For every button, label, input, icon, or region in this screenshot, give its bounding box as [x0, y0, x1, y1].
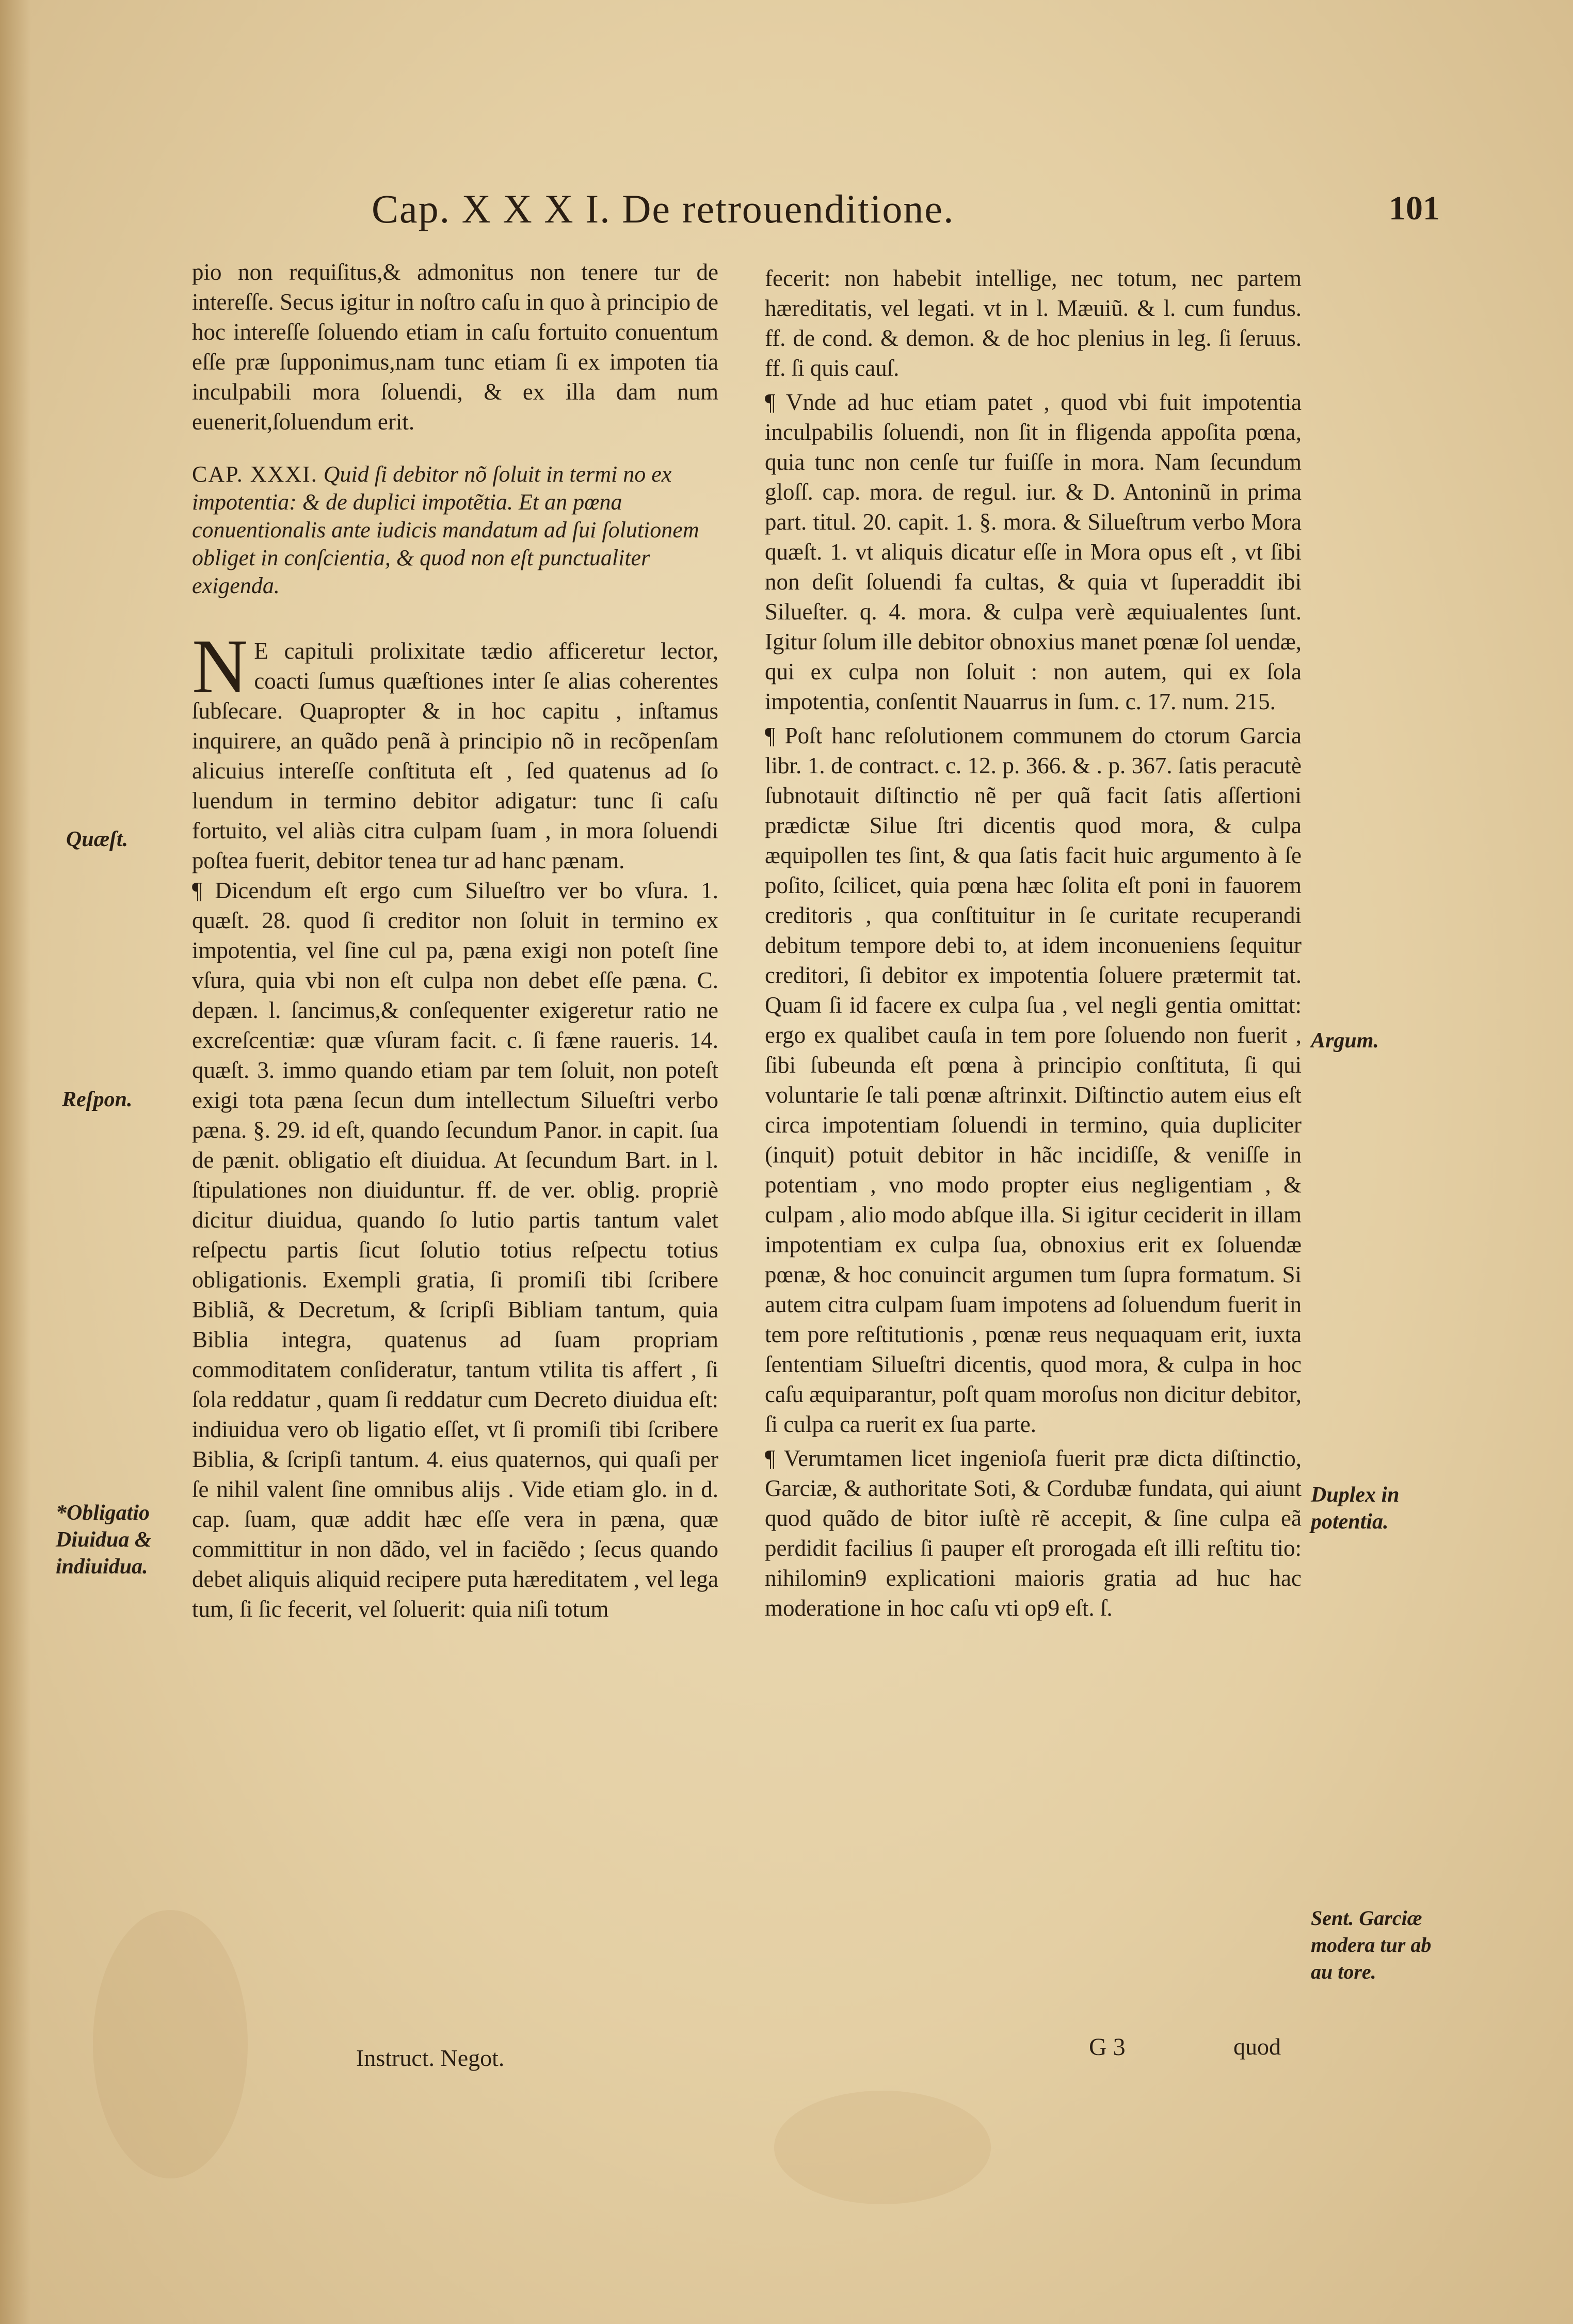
paragraph	[192, 624, 718, 876]
continuation-paragraph: pio non requiſitus,& admonitus non tenere tur de intereſſe. Secus igitur in noſtro caſu in quo à principio de hoc intereſſe ſoluendo etiam in caſu fortuito conuentum eſſe præ ſupponimus,nam tunc etiam ſi ex impoten tia inculpabili mora ſoluendi, & ex illa dam num euenerit,ſoluendum erit.	[192, 259, 718, 435]
margin-note-sent: Sent. Garciæ modera tur ab au tore.	[1311, 1906, 1432, 1983]
chapter-title: Cap. X X X I. De retrouenditione.	[372, 186, 955, 231]
margin-note-quaest: Quæſt.	[66, 827, 129, 851]
margin-note-duplex: Duplex in potentia.	[1311, 1483, 1400, 1534]
paper-stain	[93, 1910, 248, 2178]
chapter-heading	[192, 460, 718, 600]
paragraph-text: E capituli prolixitate tædio afficeretur lector, coacti ſumus quæſtiones inter ſe alias coherentes ſubſecare. Quapropter & in hoc capitu , inſtamus inquirere, an quãdo penã à principio nõ in recõpenſam alicuius intereſſe conſtituta eſt , ſed quatenus ad ſo luendum in termino debitor adigatur: tunc ſi caſu fortuito, vel aliàs citra culpam ſuam , in mora ſoluendi poſtea fuerit, debitor tenea tur ad hanc pænam.	[192, 638, 718, 873]
footer-catchword: Instruct. Negot.	[356, 2045, 505, 2071]
paragraph: ¶ Dicendum eſt ergo cum Silueſtro ver bo vſura. 1. quæſt. 28. quod ſi creditor non ſoluit in termino ex impotentia, vel ſine cul pa, pæna exigi non poteſt ſine vſura, quia vbi non eſt culpa non debet eſſe pæna. C. depæn. l. ſancimus,& conſequenter exigeretur ratio ne excreſcentiæ: quæ vſuram facit. c. ſi fæne raueris. 14. quæſt. 3. immo quando etiam par tem ſoluit, non poteſt exigi tota pæna ſecun dum intellectum Silueſtri verbo pæna. §. 29. id eſt, quando ſecundum Panor. in capit. ſua de pænit. obligatio eſt diuidua. At ſecundum Bart. in l. ſtipulationes non diuiduntur. ff. de ver. oblig. propriè dicitur diuidua, quando ſo lutio partis tantum valet reſpectu partis ſicut ſolutio totius reſpectu totius obligationis. Exempli gratia, ſi promiſi tibi ſcribere Bibliã, & Decretum, & ſcripſi Bibliam tantum, quia Biblia integra, quatenus ad ſuam propriam commoditatem conſideratur, tantum vtilita tis affert , ſi ſola reddatur , quam ſi reddatur cum Decreto diuidua eſt: indiuidua vero ob ligatio eſſet, vt ſi promiſi tibi ſcribere Biblia, & ſcripſi tantum. 4. eius quaternos, qui quaſi per ſe nihil valent ſine omnibus alijs . Vide etiam glo. in d. cap. ſuam, quæ addit hæc eſſe vera in pæna, quæ committitur in non dãdo, vel in faciẽdo ; ſecus quando debet aliquis aliquid recipere puta hæreditatem , vel lega tum, ſi ſic fecerit, vel ſoluerit: quia niſi totum	[192, 878, 718, 1622]
chapter-lead: CAP. XXXI.	[192, 461, 318, 487]
paper-stain	[774, 2091, 991, 2204]
running-head	[372, 186, 1440, 243]
paragraph: ¶ Poſt hanc reſolutionem communem do ctorum Garcia libr. 1. de contract. c. 12. p. 366. & . p. 367. ſatis peracutè ſubnotauit diſtinctio nẽ per quã facit ſatis aſſertioni prædictæ Silue ſtri dicentis quod mora, & culpa æquipollen tes ſint, & qua ſatis facit huic argumento à ſe poſito, ſcilicet, quia pœna hæc ſolita eſt poni in fauorem creditoris , qua conſtituitur in ſe curitate recuperandi debitum tempore debi to, at idem inconueniens ſequitur creditori, ſi debitor ex impotentia ſoluere prætermit tat. Quam ſi id facere ex culpa ſua , vel negli gentia omittat: ergo ex qualibet cauſa in tem pore ſoluendo non fuerit , ſibi ſubeunda eſt pœna à principio conſtituta, ſi qui voluntarie ſe tali pœnæ aſtrinxit. Diſtinctio autem eius eſt circa impotentiam ſoluendi in termino, quia dupliciter (inquit) potuit debitor in hãc incidiſſe, & veniſſe in potentiam , vno modo propter eius negligentiam , & culpam , alio modo abſque illa. Si igitur ceciderit in illam impotentiam ex culpa ſua, obnoxius erit ex ſoluendæ pœnæ, & hoc conuincit argumen tum ſupra formatum. Si autem citra culpam ſuam impotens ad ſoluendum fuerit in tem pore reſtitutionis , pœnæ reus nequaquam erit, iuxta ſententiam Silueſtri dicentis, quod mora, & culpa in hoc caſu æquiparantur, poſt quam moroſus non dicitur debitor, ſi culpa ca ruerit ex ſua parte.	[765, 723, 1302, 1437]
left-column	[192, 257, 718, 1624]
drop-cap: N	[192, 624, 248, 709]
paragraph: fecerit: non habebit intellige, nec totum, nec partem hæreditatis, vel legati. vt in l. Mæuiũ. & l. cum fundus. ff. de cond. & demon. & de hoc plenius in leg. ſi ſeruus. ff. ſi quis cauſ.	[765, 265, 1302, 381]
paragraph: ¶ Verumtamen licet ingenioſa fuerit præ dicta diſtinctio, Garciæ, & authoritate Soti, & Cordubæ fundata, qui aiunt quod quãdo de bitor iuſtè rẽ accepit, & ſine culpa eã perdidit facilius ſi pauper eſt prorogada eſt illi reſtitu tio: nihilomin9 explicationi maioris gratia ad huc hac moderatione in hoc caſu vti op9 eſt. ſ.	[765, 1445, 1302, 1621]
page-gutter-shadow	[0, 0, 31, 2324]
margin-note-respon: Reſpon.	[62, 1088, 133, 1111]
margin-note-argum: Argum.	[1311, 1029, 1379, 1053]
chapter-heading-text: Quid ſi debitor nõ ſoluit in termi no ex impotentia: & de duplici impotẽtia. Et an pœna conuentionalis ante iudicis mandatum ad ſui ſolutionem obliget in conſcientia, & quod non eſt punctualiter exigenda.	[192, 461, 699, 598]
page-number: 101	[1389, 189, 1440, 227]
right-column	[765, 263, 1302, 1623]
margin-note-obligatio: *Obligatio Diuidua & indiuidua.	[56, 1501, 152, 1579]
signature-mark: G 3	[1089, 2033, 1126, 2061]
custos-word: quod	[1233, 2033, 1281, 2060]
paragraph: ¶ Vnde ad huc etiam patet , quod vbi fuit impotentia inculpabilis ſoluendi, non ſit in fligenda appoſita pœna, quia tunc non cenſe tur fuiſſe in mora. Nam ſecundum gloſſ. cap. mora. de regul. iur. & D. Antoninũ in prima part. titul. 20. capit. 1. §. mora. & Silueſtrum verbo Mora quæſt. 1. vt aliquis dicatur eſſe in Mora opus eſt , vt ſibi non deſit ſoluendi fa cultas, & quia vt ſuperaddit ibi Silueſter. q. 4. mora. & culpa verè æquiualentes ſunt. Igitur ſolum ille debitor obnoxius manet pœnæ ſol uendæ, qui ex culpa non ſoluit : non autem, qui ex ſola impotentia, conſentit Nauarrus in ſum. c. 17. num. 215.	[765, 389, 1302, 714]
